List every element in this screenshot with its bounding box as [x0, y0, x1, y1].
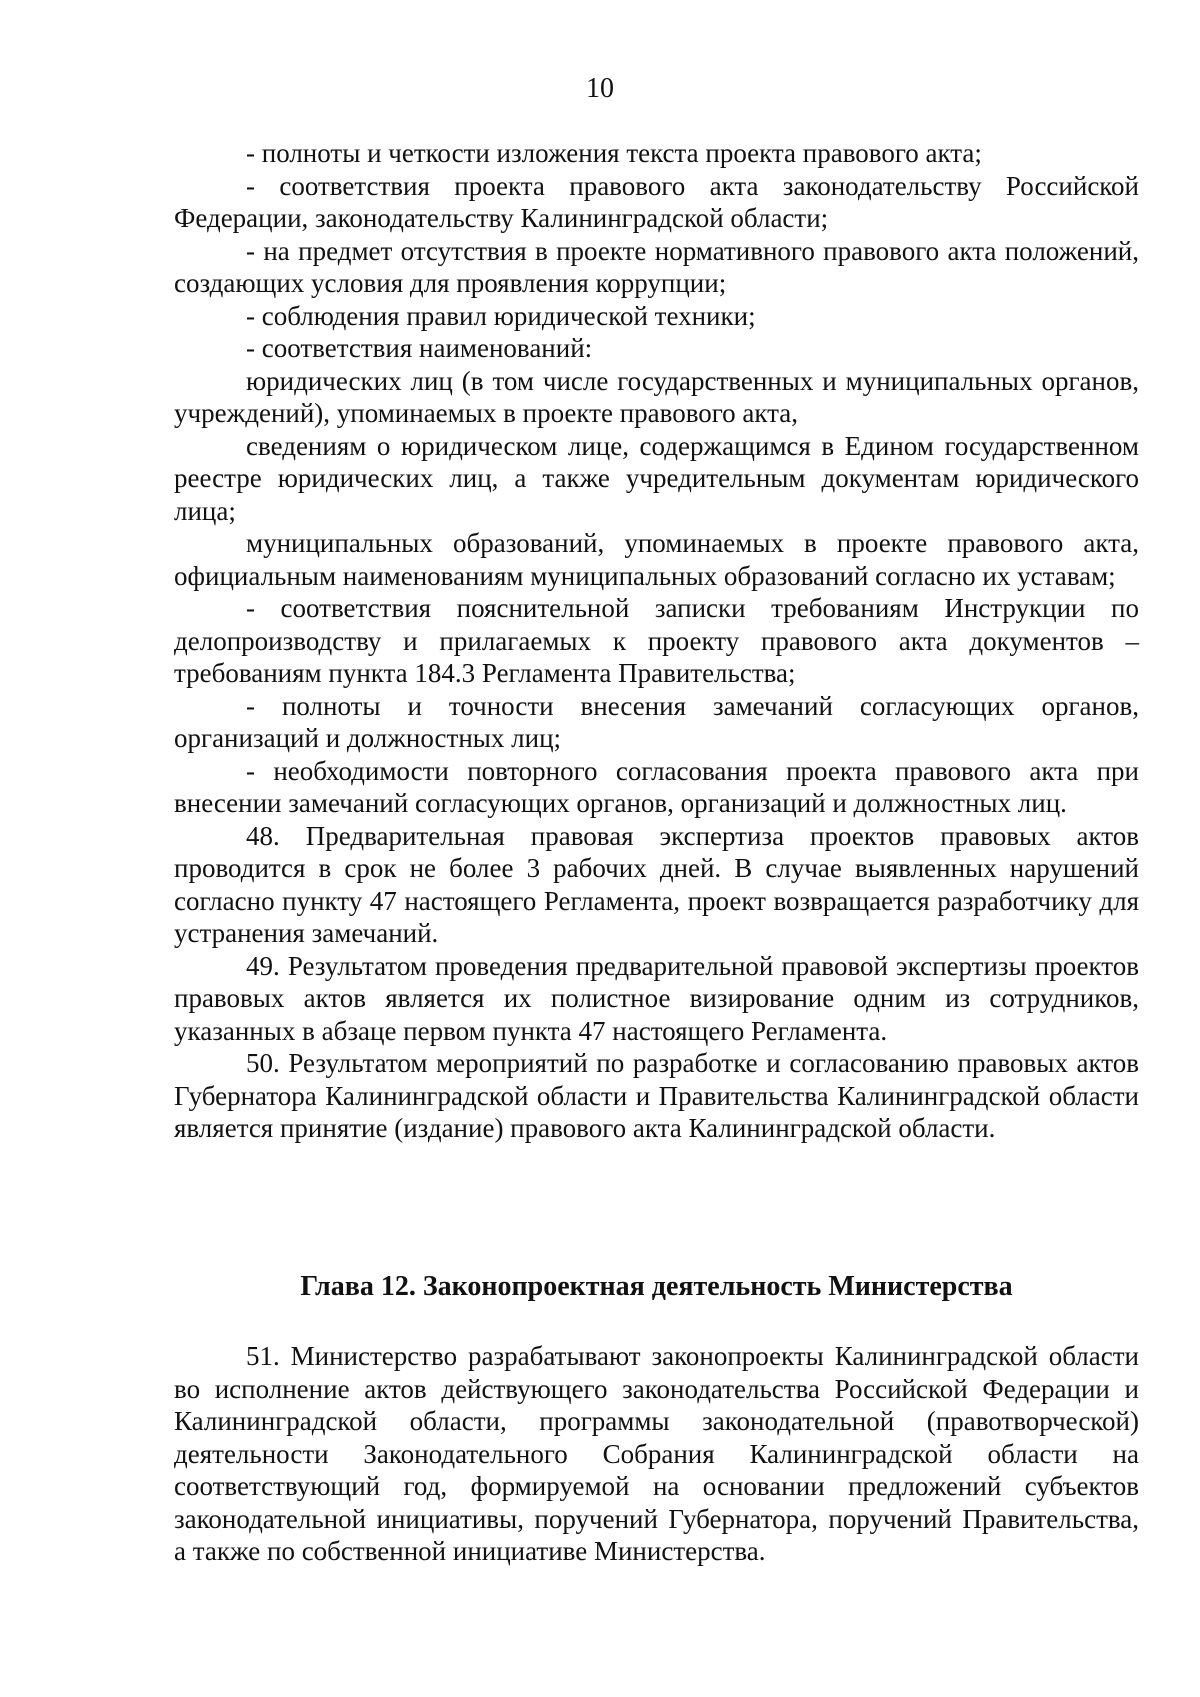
chapter-text — [174, 1340, 1139, 1568]
paragraph: 51. Министерство разрабатывают законопроекты Калининградской области во исполнение актов действующего законодательства Российской Федерации и Калининградской области, программы законодательной (правотворческой) деятельности Законодательного Собрания Калининградской области на соответствующий год, формируемой на основании предложений субъектов законодательной инициативы, поручений Губернатора, поручений Правительства, а также по собственной инициативе Министерства. — [174, 1341, 1139, 1566]
paragraph: 50. Результатом мероприятий по разработке и согласованию правовых актов Губернатора Калининградской области и Правительства Калининградской области является принятие (издание) правового акта Калининградской области. — [174, 1048, 1139, 1143]
paragraph: 48. Предварительная правовая экспертиза проектов правовых актов проводится в срок не более 3 рабочих дней. В случае выявленных нарушений согласно пункту 47 настоящего Регламента, проект возвращается разработчику для устранения замечаний. — [174, 820, 1139, 948]
body-text — [174, 137, 1139, 1145]
paragraph: сведениям о юридическом лице, содержащимся в Едином государственном реестре юридических лиц, а также учредительным документам юридического лица; — [174, 430, 1139, 526]
paragraph: - полноты и точности внесения замечаний согласующих органов, организаций и должностных лиц; — [174, 690, 1139, 753]
paragraph: - соответствия наименований: — [246, 333, 593, 363]
paragraph: - соблюдения правил юридической техники; — [246, 300, 756, 331]
paragraph: 49. Результатом проведения предварительной правовой экспертизы проектов правовых актов является их полистное визирование одним из сотрудников, указанных в абзаце первом пункта 47 настоящего Регламента. — [174, 950, 1139, 1046]
paragraph: - на предмет отсутствия в проекте нормативного правового акта положений, создающих условия для проявления коррупции; — [174, 235, 1139, 298]
paragraph: - необходимости повторного согласования проекта правового акта при внесении замечаний согласующих органов, организаций и должностных лиц. — [174, 755, 1139, 818]
paragraph: - полноты и четкости изложения текста проекта правового акта; — [246, 138, 982, 168]
paragraph: - соответствия проекта правового акта законодательству Российской Федерации, законодательству Калининградской области; — [174, 170, 1139, 233]
paragraph: - соответствия пояснительной записки требованиям Инструкции по делопроизводству и прилагаемых к проекту правового акта документов – требованиям пункта 184.3 Регламента Правительства; — [174, 593, 1139, 688]
paragraph: юридических лиц (в том числе государственных и муниципальных органов, учреждений), упоминаемых в проекте правового акта, — [174, 365, 1139, 428]
paragraph: муниципальных образований, упоминаемых в проекте правового акта, официальным наименованиям муниципальных образований согласно их уставам; — [174, 528, 1139, 591]
chapter-title: Глава 12. Законопроектная деятельность Министерства — [300, 1271, 1013, 1302]
page-number: 10 — [586, 73, 614, 104]
